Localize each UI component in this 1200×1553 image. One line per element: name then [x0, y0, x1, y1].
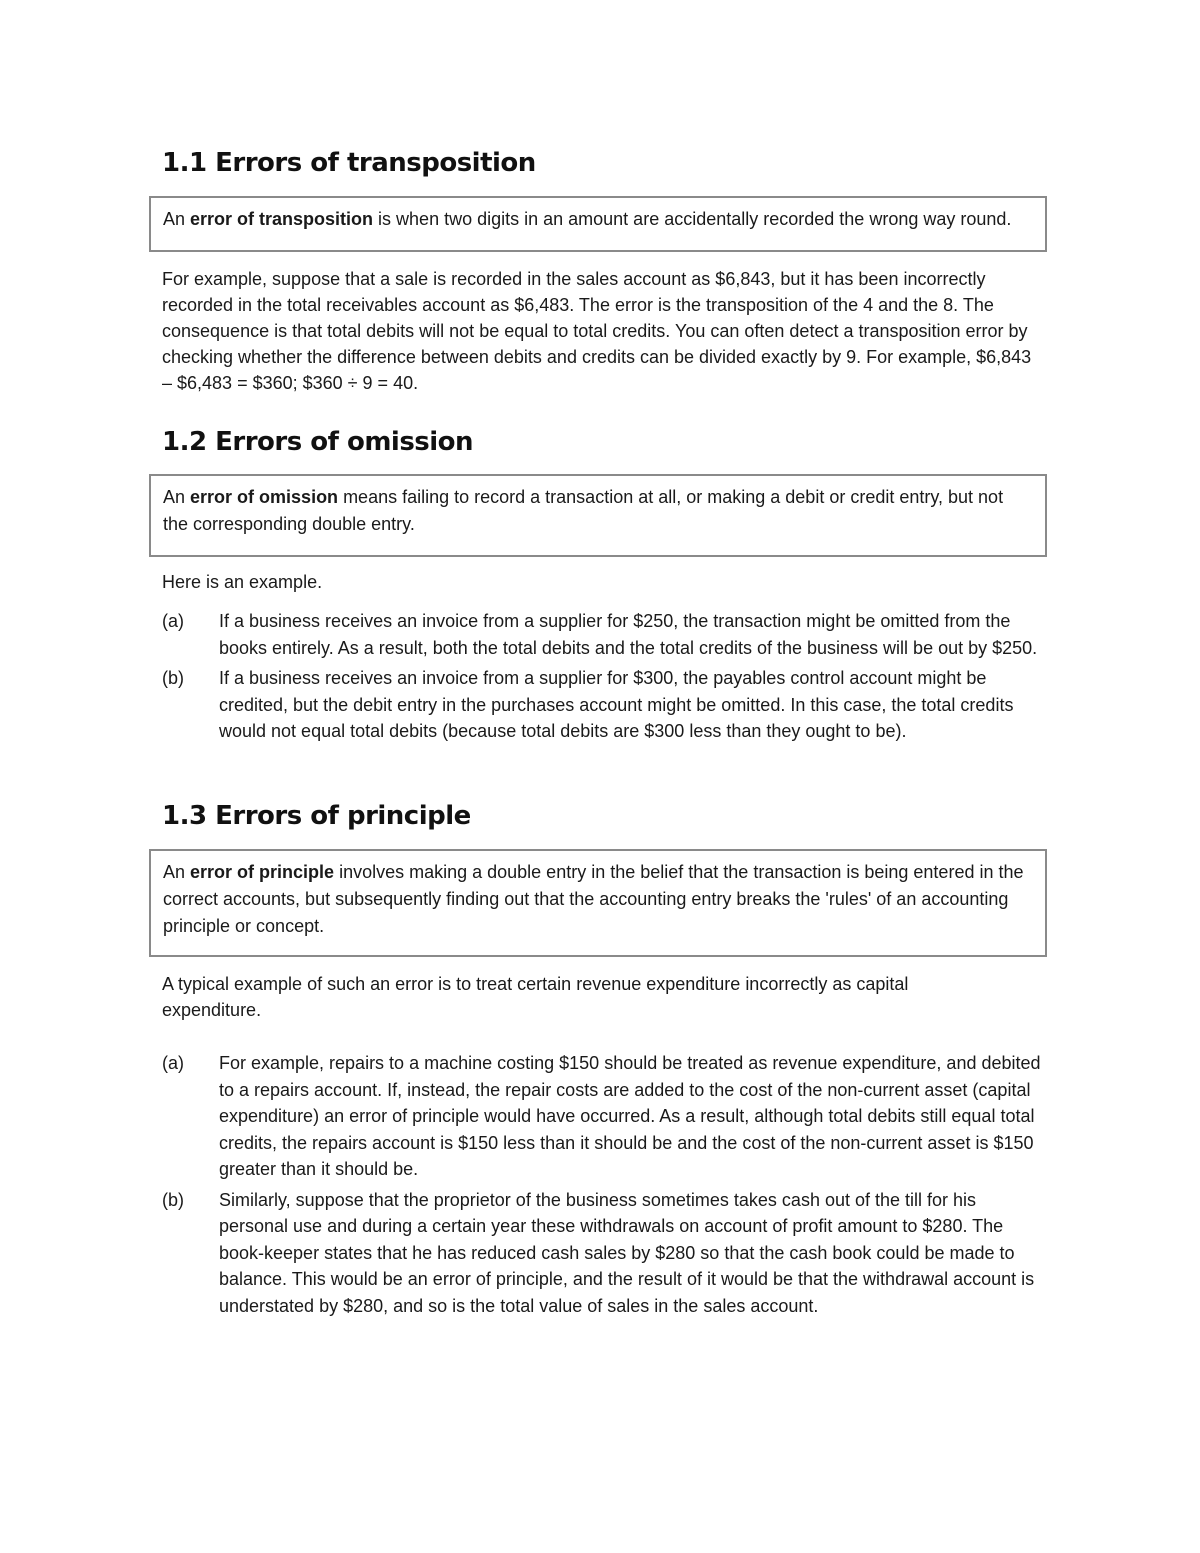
principle-example-list — [162, 1050, 1042, 1323]
definition-term: error of omission — [190, 487, 339, 507]
list-item-text: If a business receives an invoice from a supplier for $300, the payables control account might be credited, but the debit entry in the purchases account might be omitted. In this case, the total credits would not equal total debits (because total debits are $300 less than they ought to be). — [219, 668, 1014, 741]
list-item — [162, 1050, 1042, 1183]
transposition-example-paragraph: For example, suppose that a sale is recorded in the sales account as $6,843, but it has been incorrectly recorded in the total receivables account as $6,483. The error is the transposition of the 4 and the 8. The consequence is that total debits will not be equal to total credits. You can often detect a transposition error by checking whether the difference between debits and credits can be divided exactly by 9. For example, $6,843 – $6,483 = $360; $360 ÷ 9 = 40. — [162, 269, 1032, 393]
definition-text: means failing to record a transaction at all, or making a debit or credit entry, but not the corresponding double entry. — [163, 487, 1004, 534]
section-heading-principle: 1.3 Errors of principle — [162, 801, 471, 831]
omission-intro: Here is an example. — [162, 572, 323, 592]
definition-box-omission — [149, 474, 1047, 557]
principle-intro: A typical example of such an error is to treat certain revenue expenditure incorrectly as capital expenditure. — [162, 974, 909, 1020]
definition-prefix: An — [163, 862, 191, 882]
list-item — [162, 665, 1042, 745]
section-heading-omission: 1.2 Errors of omission — [162, 427, 474, 457]
section-heading-transposition: 1.1 Errors of transposition — [162, 148, 536, 178]
definition-text: involves making a double entry in the belief that the transaction is being entered in the correct accounts, but subsequently finding out that the accounting entry breaks the 'rules' of an accounting principle or concept. — [163, 862, 1024, 936]
list-item-text: Similarly, suppose that the proprietor of the business sometimes takes cash out of the till for his personal use and during a certain year these withdrawals on account of profit amount to $280. The book-keeper states that he has reduced cash sales by $280 so that the cash book could be made to balance. This would be an error of principle, and the result of it would be that the withdrawal account is understated by $280, and so is the total value of sales in the sales account. — [219, 1189, 1035, 1316]
list-item-marker: (a) — [162, 611, 184, 631]
definition-box-principle — [149, 849, 1047, 957]
list-item — [162, 1187, 1042, 1320]
list-item-marker: (b) — [162, 1189, 184, 1210]
definition-term: error of transposition — [190, 209, 374, 229]
list-item — [162, 608, 1042, 661]
list-item-marker: (a) — [162, 1053, 184, 1073]
list-item-text: For example, repairs to a machine costing $150 should be treated as revenue expenditure, and debited to a repairs account. If, instead, the repair costs are added to the cost of the non-current asset (capital expenditure) an error of principle would have occurred. As a result, although total debits still equal total credits, the repairs account is $150 less than it should be and the cost of the non-current asset is $150 greater than it should be. — [219, 1053, 1041, 1179]
list-item-text: If a business receives an invoice from a supplier for $250, the transaction might be omitted from the books entirely. As a result, both the total debits and the total credits of the business will be out by $250. — [219, 611, 1038, 658]
definition-prefix: An — [163, 209, 191, 229]
definition-term: error of principle — [190, 862, 335, 882]
definition-text: is when two digits in an amount are accidentally recorded the wrong way round. — [373, 209, 1012, 229]
omission-example-list — [162, 608, 1042, 749]
definition-box-transposition — [149, 196, 1047, 252]
definition-prefix: An — [163, 487, 191, 507]
list-item-marker: (b) — [162, 668, 184, 688]
